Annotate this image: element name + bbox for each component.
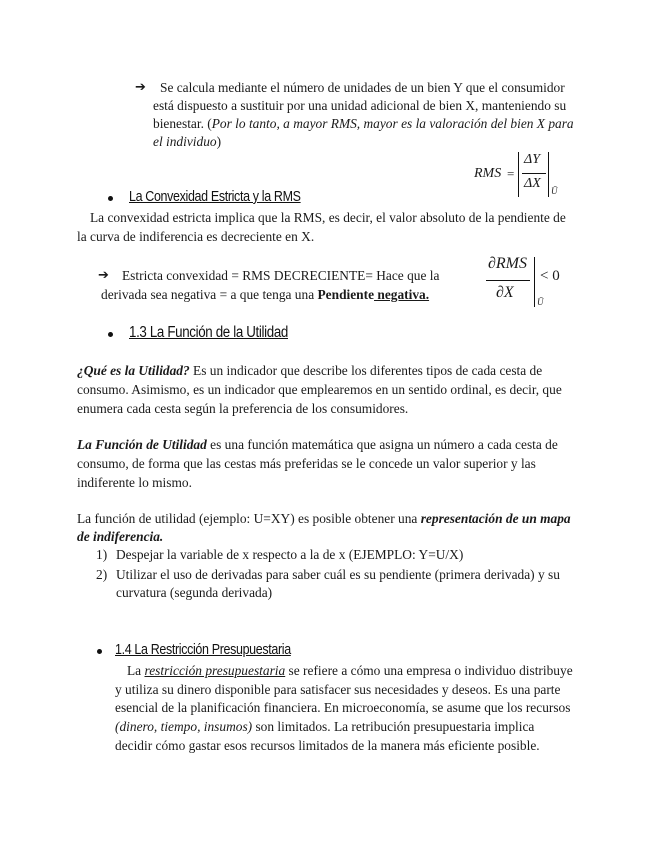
list-item: Utilizar el uso de derivadas para saber cuál es su pendiente (primera derivada) y su: [116, 567, 560, 582]
arrow-bullet: ➔: [98, 268, 109, 283]
bold-text: Pendiente: [317, 287, 375, 302]
bold-italic-text: representación de un mapa: [420, 511, 571, 526]
text: ): [216, 134, 222, 149]
formula-eq: =: [507, 166, 515, 181]
list-item-number: 2): [96, 567, 108, 582]
formula-rms: [474, 152, 564, 200]
text: Es un indicador que describe los diferentes tipos de cada cesta de: [189, 363, 543, 378]
bullet: [108, 196, 113, 201]
utilidad-p1-line-1: [77, 362, 542, 380]
fraction-bar: [522, 173, 546, 174]
list-item-number: 1): [96, 547, 108, 562]
restriccion-line-5: decidir cómo gastar esos recursos limitados de la manera más eficiente posible.: [115, 738, 540, 753]
formula-derivative: [486, 255, 576, 311]
eval-bar: [534, 257, 535, 307]
italic-text: el individuo: [153, 134, 217, 149]
text: La función de utilidad (ejemplo: U=XY) es posible obtener una: [77, 511, 421, 526]
italic-text: (dinero, tiempo, insumos): [115, 719, 253, 734]
underlined-term: restricción presupuestaria: [144, 663, 286, 678]
bold-italic-text: La Función de Utilidad: [77, 437, 207, 452]
formula-subscript: Ū: [551, 186, 558, 196]
convexidad-arrow-line-1: Estricta convexidad = RMS DECRECIENTE= Hace que la: [122, 268, 440, 283]
text: derivada sea negativa = a que tenga una: [101, 287, 318, 302]
text: se refiere a cómo una empresa o individuo distribuye: [285, 663, 573, 678]
utilidad-p1-line-3: enumera cada cesta según la preferencia de los consumidores.: [77, 401, 409, 416]
formula-subscript: Ū: [537, 297, 544, 307]
text: son limitados. La retribución presupuestaria implica: [252, 719, 535, 734]
utilidad-p2-line-1: [77, 436, 558, 454]
text: bienestar. (: [153, 116, 212, 131]
abs-bar-right: [548, 152, 549, 197]
rms-intro-line-2: está dispuesto a sustituir por una unidad adicional de bien X, manteniendo su: [153, 98, 567, 113]
bullet: [97, 649, 102, 654]
formula-relation: < 0: [540, 268, 560, 284]
restriccion-line-4: [115, 718, 534, 736]
rms-intro-line-1: Se calcula mediante el número de unidades de un bien Y que el consumidor: [160, 80, 565, 95]
rms-intro-line-3: [153, 115, 574, 133]
arrow-bullet: ➔: [135, 80, 146, 95]
bold-underlined-text: negativa.: [374, 287, 430, 302]
restriccion-line-3: esencial de la planificación financiera. En microeconomía, se asume que los recursos: [115, 700, 571, 715]
italic-text: Por lo tanto, a mayor RMS, mayor es la valoración del bien X para: [211, 116, 574, 131]
restriccion-line-2: y utiliza su dinero disponible para satisfacer sus necesidades y deseos. Es una parte: [115, 682, 561, 697]
abs-bar-left: [518, 152, 519, 197]
text: La: [127, 663, 145, 678]
bold-italic-text: ¿Qué es la Utilidad?: [77, 363, 190, 378]
list-item: Despejar la variable de x respecto a la de x (EJEMPLO: Y=U/X): [116, 547, 464, 562]
list-item-continuation: curvatura (segunda derivada): [116, 585, 273, 600]
bullet: [108, 332, 113, 337]
utilidad-p2-line-3: indiferente lo mismo.: [77, 475, 192, 490]
convexidad-line-1: La convexidad estricta implica que la RMS, es decir, el valor absoluto de la pendiente de: [90, 210, 566, 225]
formula-denominator: ΔX: [524, 176, 541, 191]
fraction-bar: [486, 280, 530, 281]
heading-convexidad: La Convexidad Estricta y la RMS: [129, 189, 301, 205]
bold-italic-text: de indiferencia.: [77, 529, 164, 544]
restriccion-line-1: [127, 662, 573, 680]
formula-denominator: ∂X: [496, 284, 514, 301]
heading-restriccion: 1.4 La Restricción Presupuestaria: [115, 642, 291, 658]
utilidad-p2-line-2: consumo, de forma que las cestas más preferidas se le concede un valor superior y las: [77, 456, 536, 471]
formula-lhs: RMS: [474, 166, 502, 181]
convexidad-arrow-line-2: [101, 286, 429, 304]
text: es una función matemática que asigna un número a cada cesta de: [206, 437, 558, 452]
heading-utilidad: 1.3 La Función de la Utilidad: [129, 324, 288, 341]
rms-intro-line-4: [153, 133, 221, 151]
utilidad-p3-line-1: [77, 510, 571, 528]
formula-numerator: ∂RMS: [488, 255, 528, 272]
convexidad-line-2: la curva de indiferencia es decreciente en X.: [77, 229, 315, 244]
formula-numerator: ΔY: [524, 152, 541, 167]
utilidad-p1-line-2: consumo. Asimismo, es un indicador que emplearemos en un sentido ordinal, es decir, que: [77, 382, 562, 397]
utilidad-p3-line-2: [77, 528, 163, 546]
